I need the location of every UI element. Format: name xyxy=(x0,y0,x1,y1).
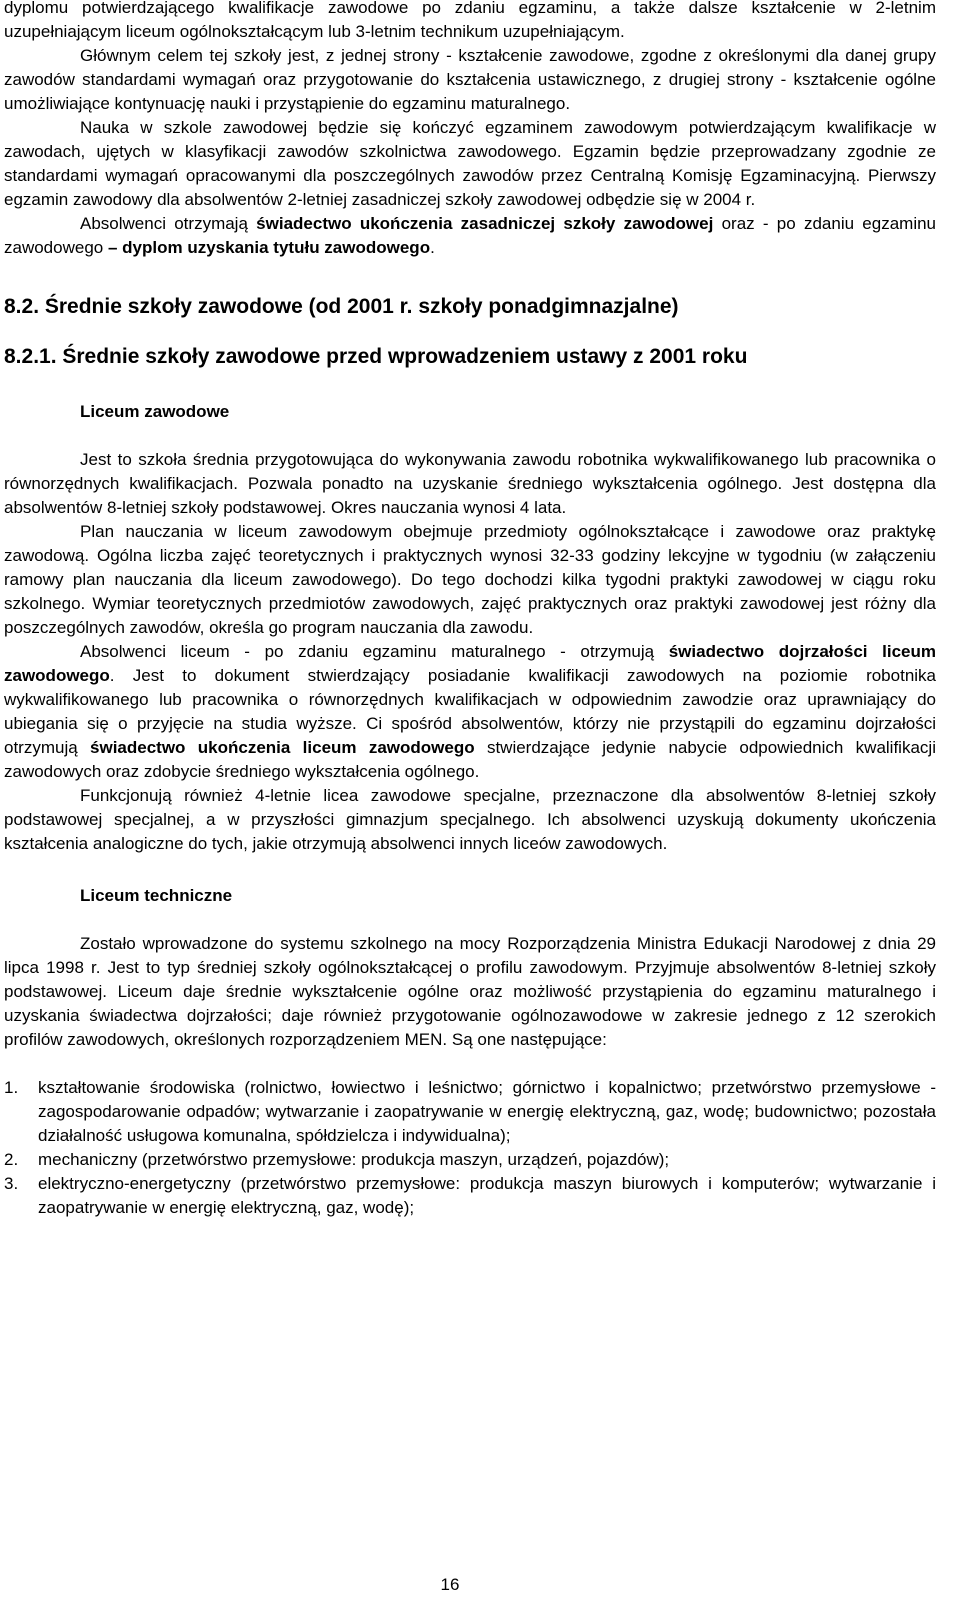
liceum-zawodowe-p1: Jest to szkoła średnia przygotowująca do wykonywania zawodu robotnika wykwalifikowanego lub pracownika o równorzędnych kwalifikacjach. Pozwala ponadto na uzyskanie średniego wykształcenia ogólnego. Jest dostępna dla absolwentów 8-letniej szkoły podstawowej. Okres nauczania wynosi 4 lata. xyxy=(4,450,936,517)
graduates-diploma: – dyplom uzyskania tytułu zawodowego xyxy=(107,238,431,257)
p3-completion-certificate: świadectwo ukończenia liceum zawodowego xyxy=(90,738,475,757)
intro-continuation: dyplomu potwierdzającego kwalifikacje zawodowe po zdaniu egzaminu, a także dalsze kształcenie w 2-letnim uzupełniającym liceum ogólnokształcącym lub 3-letnim technikum uzupełniającym. xyxy=(4,0,936,41)
list-item xyxy=(4,1076,936,1148)
liceum-techniczne-p1: Zostało wprowadzone do systemu szkolnego na mocy Rozporządzenia Ministra Edukacji Narodowej z dnia 29 lipca 1998 r. Jest to typ średniej szkoły ogólnokształcącej o profilu zawodowym. Przyjmuje absolwentów 8-letniej szkoły podstawowej. Liceum daje średnie wykształcenie ogólne oraz możliwość przystąpienia do egzaminu maturalnego i uzyskania świadectwa dojrzałości; daje również przygotowanie ogólnozawodowe w zakresie jednego z 12 szerokich profilów zawodowych, określonych rozporządzeniem MEN. Są one następujące: xyxy=(4,934,936,1049)
liceum-zawodowe-heading: Liceum zawodowe xyxy=(80,402,230,421)
graduates-text-a: Absolwenci otrzymają xyxy=(80,214,257,233)
intro-graduates-paragraph xyxy=(4,212,936,260)
section-8-2-1-title: 8.2.1. Średnie szkoły zawodowe przed wprowadzeniem ustawy z 2001 roku xyxy=(4,345,748,368)
liceum-techniczne-heading: Liceum techniczne xyxy=(80,886,233,905)
list-item-text: kształtowanie środowiska (rolnictwo, łowiectwo i leśnictwo; górnictwo i kopalnictwo; przetwórstwo przemysłowe -zagospodarowanie odpadów; wytwarzanie i zaopatrywanie w energię elektryczną, gaz, wodę; budownictwo; pozostała działalność usługowa komunalna, spółdzielcza i indywidualna); xyxy=(38,1078,936,1145)
list-item-number: 2. xyxy=(4,1150,19,1169)
list-item-text: mechaniczny (przetwórstwo przemysłowe: produkcja maszyn, urządzeń, pojazdów); xyxy=(38,1150,670,1169)
graduates-text-c: oraz - po zdaniu egzaminu zawodowego xyxy=(4,214,937,257)
intro-exam-paragraph: Nauka w szkole zawodowej będzie się kończyć egzaminem zawodowym potwierdzającym kwalifikacje w zawodach, ujętych w klasyfikacji zawodów szkolnictwa zawodowego. Egzamin będzie przeprowadzany zgodnie ze standardami wymagań opracowanymi dla poszczególnych zawodów przez Centralną Komisję Egzaminacyjną. Pierwszy egzamin zawodowy dla absolwentów 2-letniej zasadniczej szkoły zawodowej odbędzie się w 2004 r. xyxy=(4,118,936,209)
list-item xyxy=(4,1148,936,1172)
list-item-number: 3. xyxy=(4,1174,19,1193)
profiles-list xyxy=(4,1076,936,1220)
liceum-zawodowe-p3 xyxy=(4,640,936,784)
intro-goal-paragraph: Głównym celem tej szkoły jest, z jednej strony - kształcenie zawodowe, zgodne z określonymi dla danej grupy zawodów standardami wymagań oraz przygotowanie do kształcenia ustawicznego, z drugiej strony - kształcenie ogólne umożliwiające kontynuację nauki i przystąpienie do egzaminu maturalnego. xyxy=(4,46,936,113)
graduates-text-e: . xyxy=(430,238,435,257)
document-page xyxy=(4,0,936,1220)
liceum-zawodowe-p4: Funkcjonują również 4-letnie licea zawodowe specjalne, przeznaczone dla absolwentów 8-letniej szkoły podstawowej specjalnej, a w przyszłości gimnazjum specjalnego. Ich absolwenci uzyskują dokumenty ukończenia kształcenia analogiczne do tych, jakie otrzymują absolwenci innych liceów zawodowych. xyxy=(4,786,936,853)
p3-text-a: Absolwenci liceum - po zdaniu egzaminu maturalnego - otrzymują xyxy=(80,642,669,661)
list-item-text: elektryczno-energetyczny (przetwórstwo przemysłowe: produkcja maszyn biurowych i komputerów; wytwarzanie i zaopatrywanie w energię elektryczną, gaz, wodę); xyxy=(38,1174,936,1217)
p3-text-e: stwierdzające jedynie nabycie odpowiednich kwalifikacji zawodowych oraz zdobycie średniego wykształcenia ogólnego. xyxy=(4,738,936,781)
list-item xyxy=(4,1172,936,1220)
page-number: 16 xyxy=(440,1575,460,1594)
p3-maturity-certificate: świadectwo dojrzałości liceum zawodowego xyxy=(4,642,936,685)
p3-text-c: . Jest to dokument stwierdzający posiadanie kwalifikacji zawodowych na poziomie robotnika wykwalifikowanego lub pracownika o równorzędnych kwalifikacjach w odpowiednim zawodzie oraz uprawniający do ubiegania się o przyjęcie na studia wyższe. Ci spośród absolwentów, którzy nie przystąpili do egzaminu dojrzałości otrzymują xyxy=(4,666,936,757)
graduates-certificate: świadectwo ukończenia zasadniczej szkoły zawodowej xyxy=(256,214,714,233)
list-item-number: 1. xyxy=(4,1078,19,1097)
liceum-zawodowe-p2: Plan nauczania w liceum zawodowym obejmuje przedmioty ogólnokształcące i zawodowe oraz praktykę zawodową. Ogólna liczba zajęć teoretycznych i praktycznych wynosi 32-33 godziny lekcyjne w tygodniu (w załączeniu ramowy plan nauczania dla liceum zawodowego). Do tego dochodzi kilka tygodni praktyki zawodowej w ciągu roku szkolnego. Wymiar teoretycznych przedmiotów zawodowych, zajęć praktycznych oraz praktyki zawodowej jest różny dla poszczególnych zawodów, określa go program nauczania dla zawodu. xyxy=(4,522,936,637)
section-8-2-title: 8.2. Średnie szkoły zawodowe (od 2001 r. szkoły ponadgimnazjalne) xyxy=(4,295,679,318)
